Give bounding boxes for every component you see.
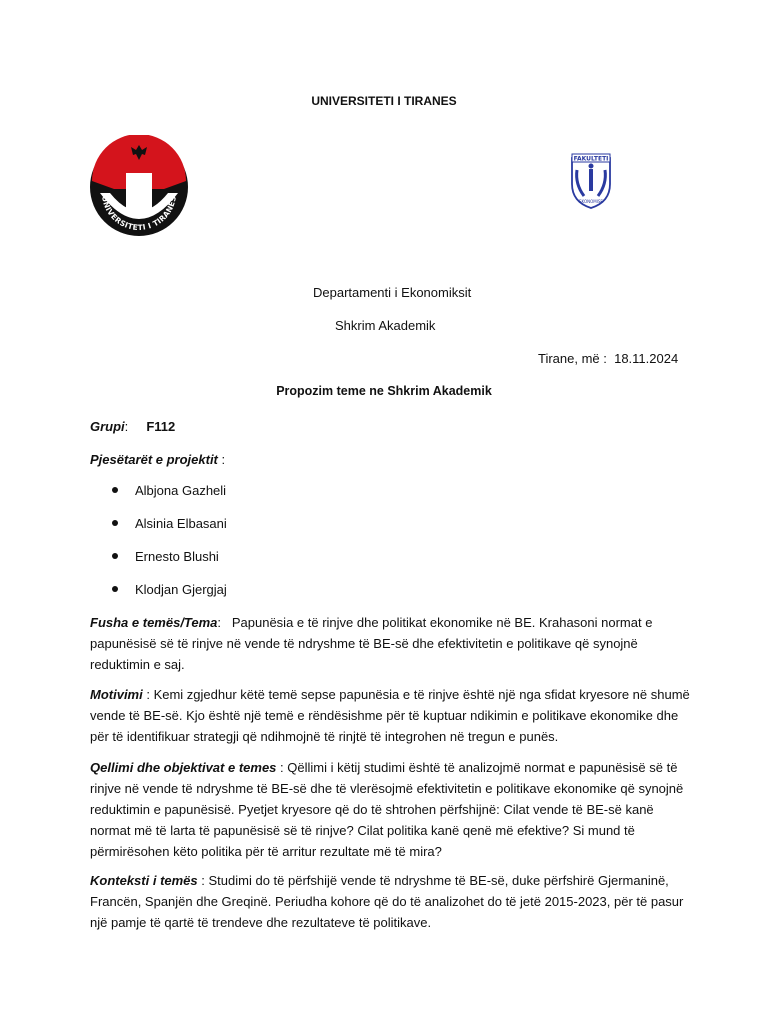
- members-list: [112, 482, 227, 614]
- section-topic: [90, 612, 690, 675]
- group-line: [90, 416, 175, 437]
- section-label: Konteksti i temës: [90, 873, 198, 888]
- section-context: [90, 870, 690, 933]
- bullet-icon: [112, 520, 118, 526]
- list-item: [112, 548, 227, 581]
- list-item: [112, 482, 227, 515]
- member-name: Albjona Gazheli: [135, 483, 227, 498]
- section-motivation: [90, 684, 690, 747]
- member-name: Alsinia Elbasani: [135, 516, 227, 531]
- faculty-logo: [566, 152, 616, 212]
- section-text: Papunësia e të rinjve dhe politikat ekonomike në BE. Krahasoni normat e papunësisë së të rinjve në vende të ndryshme të BE-së dhe efektivitetin e politikave që synojnë reduktimin e saj.: [90, 615, 653, 672]
- group-value: F112: [146, 419, 176, 434]
- university-seal-icon: [88, 135, 190, 239]
- group-label: Grupi: [90, 419, 125, 434]
- section-label: Motivimi: [90, 687, 143, 702]
- section-text: Kemi zgjedhur këtë temë sepse papunësia e të rinjve është një nga sfidat kryesore në shumë vende të BE-së. Kjo është një temë e rëndësishme për të kuptuar ndikimin e politikave ekonomike dhe për të identifikuar strategji që ndihmojnë të rinjtë të integrohen në tregun e punës.: [90, 687, 690, 744]
- section-text: Studimi do të përfshijë vende të ndryshme të BE-së, duke përfshirë Gjermaninë, Francën, Spanjën dhe Greqinë. Periudha kohore që do të analizohet do të jetë 2015-2023, për të pasur një pamje të qartë të trendeve dhe rezultateve të politikave.: [90, 873, 684, 930]
- section-sep: :: [197, 873, 209, 888]
- section-sep: :: [276, 760, 288, 775]
- list-item: [112, 515, 227, 548]
- faculty-shield-icon: [566, 152, 616, 212]
- proposal-title: Propozim teme ne Shkrim Akademik: [276, 384, 492, 398]
- bullet-icon: [112, 586, 118, 592]
- university-title: UNIVERSITETI I TIRANES: [311, 94, 457, 108]
- group-sep: :: [124, 419, 147, 434]
- member-name: Ernesto Blushi: [135, 549, 219, 564]
- logo-economics-text: EKONOMISE: [579, 199, 603, 204]
- section-objectives: [90, 757, 690, 862]
- members-heading: [90, 449, 225, 470]
- section-text: Qëllimi i këtij studimi është të analizojmë normat e papunësisë së të rinjve në vende të ndryshme të BE-së dhe të vlerësojmë efektivitetin e politikave ekonomike që synojnë reduktimin e papunësisë. Pyetjet kryesore që do të shtrohen përfshijnë: Cilat vende të BE-së kanë normat më të larta të papunësisë së të rinjve? Cilat politika kanë qenë më efektive? Si mund të përmirësohen këto politika për të arritur rezultate më të mira?: [90, 760, 684, 859]
- logo-arc-text: UNIVERSITETI I TIRANËS: [100, 195, 178, 233]
- university-logo: [88, 135, 190, 239]
- date-line: Tirane, më : 18.11.2024: [538, 351, 679, 366]
- section-label: Fusha e temës/Tema: [90, 615, 218, 630]
- bullet-icon: [112, 553, 118, 559]
- bullet-icon: [112, 487, 118, 493]
- logo-faculty-text: FAKULTETI: [573, 155, 609, 163]
- members-suffix: :: [217, 452, 226, 467]
- department-name: Departamenti i Ekonomiksit: [313, 285, 472, 300]
- list-item: [112, 581, 227, 614]
- section-sep: :: [142, 687, 154, 702]
- section-sep: :: [217, 615, 232, 630]
- course-name: Shkrim Akademik: [335, 318, 436, 333]
- section-label: Qellimi dhe objektivat e temes: [90, 760, 277, 775]
- members-label: Pjesëtarët e projektit: [90, 452, 218, 467]
- member-name: Klodjan Gjergjaj: [135, 582, 227, 597]
